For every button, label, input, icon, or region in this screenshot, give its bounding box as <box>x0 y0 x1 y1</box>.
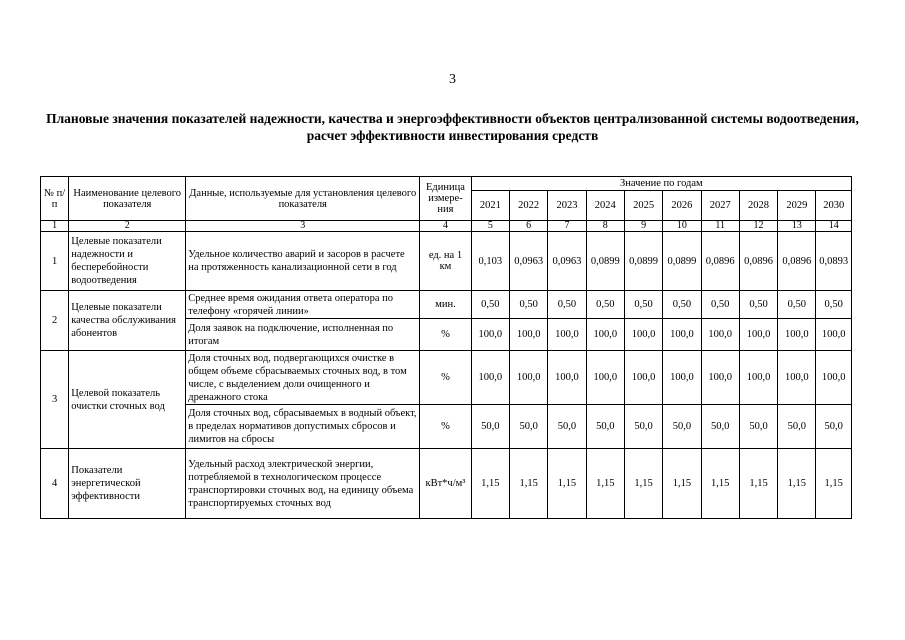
value-cell: 50,0 <box>663 405 701 449</box>
value-cell: 0,50 <box>701 291 739 319</box>
value-cell: 0,0899 <box>663 232 701 291</box>
value-cell: 1,15 <box>548 449 586 519</box>
column-number: 2 <box>69 221 186 232</box>
value-cell: 100,0 <box>739 351 777 405</box>
year-header: 2027 <box>701 191 739 221</box>
column-number: 6 <box>509 221 547 232</box>
value-cell: 50,0 <box>778 405 816 449</box>
value-cell: 0,50 <box>509 291 547 319</box>
year-header: 2028 <box>739 191 777 221</box>
value-cell: 0,50 <box>586 291 624 319</box>
indicators-table <box>40 176 852 519</box>
value-cell: 0,50 <box>624 291 662 319</box>
value-cell: 1,15 <box>624 449 662 519</box>
year-header: 2023 <box>548 191 586 221</box>
row-number: 3 <box>41 351 69 449</box>
document-title: Плановые значения показателей надежности, качества и энергоэффективности объектов централизованной системы водоотведения, расчет эффективности инвестирования средств <box>46 111 859 143</box>
value-cell: 100,0 <box>701 351 739 405</box>
column-number: 11 <box>701 221 739 232</box>
year-header: 2029 <box>778 191 816 221</box>
page-number: 3 <box>449 72 456 87</box>
indicator-data: Среднее время ожидания ответа оператора по телефону «горячей линии» <box>186 291 420 319</box>
value-cell: 0,0896 <box>701 232 739 291</box>
value-cell: 100,0 <box>471 319 509 351</box>
value-cell: 100,0 <box>701 319 739 351</box>
year-header: 2026 <box>663 191 701 221</box>
column-number: 14 <box>816 221 852 232</box>
table-body <box>41 232 852 519</box>
year-header: 2022 <box>509 191 547 221</box>
table-row <box>41 351 852 405</box>
header-data: Данные, используемые для установления целевого показателя <box>186 177 420 221</box>
value-cell: 0,103 <box>471 232 509 291</box>
indicator-data: Удельный расход электрической энергии, потребляемой в технологическом процессе транспортировки сточных вод, на единицу объема транспортируемых сточных вод <box>186 449 420 519</box>
year-header: 2025 <box>624 191 662 221</box>
unit-cell: % <box>420 351 471 405</box>
column-number: 8 <box>586 221 624 232</box>
row-number: 1 <box>41 232 69 291</box>
column-numbers-row <box>41 221 852 232</box>
indicator-data: Доля заявок на подключение, исполненная по итогам <box>186 319 420 351</box>
table-header <box>41 177 852 232</box>
value-cell: 50,0 <box>701 405 739 449</box>
indicator-name: Целевой показатель очистки сточных вод <box>69 351 186 449</box>
value-cell: 1,15 <box>586 449 624 519</box>
indicator-data: Доля сточных вод, подвергающихся очистке в общем объеме сбрасываемых сточных вод, в том числе, с выделением доли очищенного и дренажного стока <box>186 351 420 405</box>
value-cell: 100,0 <box>816 351 852 405</box>
indicator-name: Показатели энергетической эффективности <box>69 449 186 519</box>
column-number: 13 <box>778 221 816 232</box>
column-number: 3 <box>186 221 420 232</box>
header-years-group: Значение по годам <box>471 177 851 191</box>
header-num: № п/п <box>41 177 69 221</box>
value-cell: 0,0896 <box>739 232 777 291</box>
value-cell: 1,15 <box>509 449 547 519</box>
year-header: 2024 <box>586 191 624 221</box>
value-cell: 100,0 <box>624 351 662 405</box>
unit-cell: мин. <box>420 291 471 319</box>
value-cell: 100,0 <box>739 319 777 351</box>
value-cell: 50,0 <box>739 405 777 449</box>
value-cell: 1,15 <box>816 449 852 519</box>
year-header: 2021 <box>471 191 509 221</box>
unit-cell: % <box>420 405 471 449</box>
value-cell: 100,0 <box>586 319 624 351</box>
value-cell: 100,0 <box>471 351 509 405</box>
value-cell: 100,0 <box>548 351 586 405</box>
indicator-name: Целевые показатели качества обслуживания абонентов <box>69 291 186 351</box>
value-cell: 50,0 <box>624 405 662 449</box>
header-name: Наименование целевого показателя <box>69 177 186 221</box>
value-cell: 1,15 <box>471 449 509 519</box>
value-cell: 1,15 <box>778 449 816 519</box>
column-number: 1 <box>41 221 69 232</box>
column-number: 10 <box>663 221 701 232</box>
value-cell: 1,15 <box>701 449 739 519</box>
value-cell: 50,0 <box>548 405 586 449</box>
value-cell: 100,0 <box>816 319 852 351</box>
value-cell: 50,0 <box>586 405 624 449</box>
unit-cell: % <box>420 319 471 351</box>
value-cell: 0,0963 <box>548 232 586 291</box>
value-cell: 0,50 <box>663 291 701 319</box>
value-cell: 1,15 <box>739 449 777 519</box>
unit-cell: кВт*ч/м³ <box>420 449 471 519</box>
indicator-data: Удельное количество аварий и засоров в расчете на протяженность канализационной сети в год <box>186 232 420 291</box>
value-cell: 0,50 <box>778 291 816 319</box>
value-cell: 50,0 <box>816 405 852 449</box>
column-number: 5 <box>471 221 509 232</box>
value-cell: 0,0896 <box>778 232 816 291</box>
row-number: 2 <box>41 291 69 351</box>
value-cell: 0,0963 <box>509 232 547 291</box>
year-header: 2030 <box>816 191 852 221</box>
unit-cell: ед. на 1 км <box>420 232 471 291</box>
column-number: 7 <box>548 221 586 232</box>
value-cell: 100,0 <box>586 351 624 405</box>
value-cell: 0,50 <box>548 291 586 319</box>
column-number: 12 <box>739 221 777 232</box>
value-cell: 0,0899 <box>624 232 662 291</box>
table-row <box>41 291 852 319</box>
header-unit: Единица измере-ния <box>420 177 471 221</box>
value-cell: 1,15 <box>663 449 701 519</box>
value-cell: 100,0 <box>624 319 662 351</box>
value-cell: 100,0 <box>778 351 816 405</box>
column-number: 9 <box>624 221 662 232</box>
table-row <box>41 232 852 291</box>
value-cell: 100,0 <box>663 319 701 351</box>
indicator-name: Целевые показатели надежности и бесперебойности водоотведения <box>69 232 186 291</box>
value-cell: 0,50 <box>739 291 777 319</box>
value-cell: 100,0 <box>509 319 547 351</box>
table-row <box>41 449 852 519</box>
value-cell: 0,50 <box>471 291 509 319</box>
value-cell: 50,0 <box>509 405 547 449</box>
value-cell: 0,0893 <box>816 232 852 291</box>
value-cell: 100,0 <box>778 319 816 351</box>
column-number: 4 <box>420 221 471 232</box>
value-cell: 100,0 <box>663 351 701 405</box>
indicator-data: Доля сточных вод, сбрасываемых в водный объект, в пределах нормативов допустимых сбросов и лимитов на сбросы <box>186 405 420 449</box>
row-number: 4 <box>41 449 69 519</box>
value-cell: 0,0899 <box>586 232 624 291</box>
value-cell: 100,0 <box>548 319 586 351</box>
value-cell: 50,0 <box>471 405 509 449</box>
value-cell: 0,50 <box>816 291 852 319</box>
value-cell: 100,0 <box>509 351 547 405</box>
